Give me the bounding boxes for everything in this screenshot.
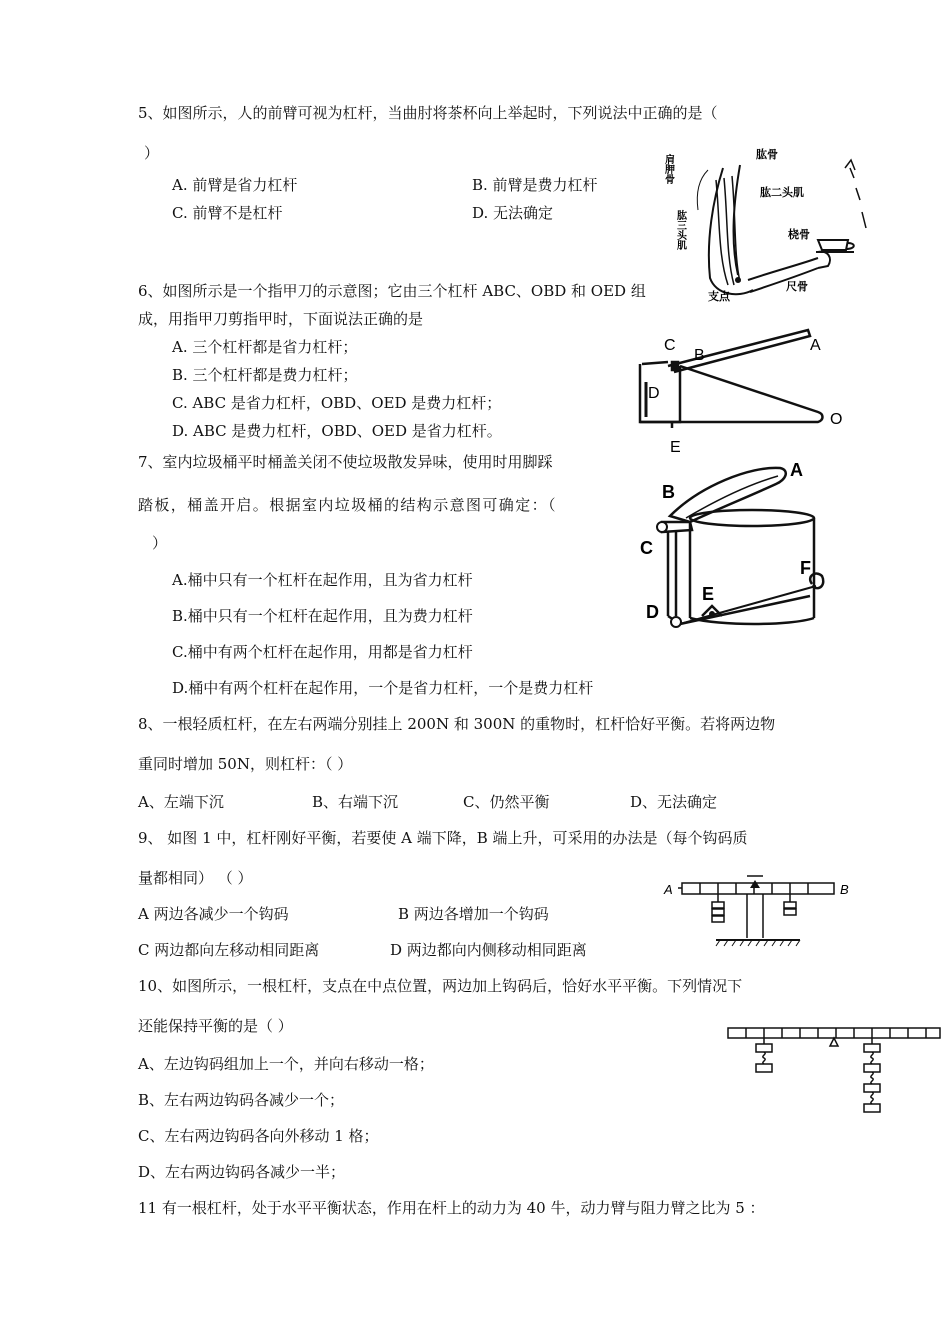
q7-label-d: D: [646, 602, 659, 622]
q10-option-c: C、左右两边钩码各向外移动 1 格；: [138, 1127, 379, 1145]
q9-stem-line1: 9、 如图 1 中，杠杆刚好平衡，若要使 A 端下降，B 端上升，可采用的办法是（每个钩码质: [138, 829, 748, 847]
q5-option-d: D. 无法确定: [472, 204, 554, 222]
q6-nail-clipper-figure: [628, 322, 848, 460]
q6-label-o: O: [830, 411, 843, 428]
q5-label-fulcrum: 支点: [708, 291, 730, 303]
q10-lever-figure: [726, 1024, 942, 1120]
q9-option-a: A 两边各减少一个钩码: [138, 905, 289, 923]
q5-option-b: B. 前臂是费力杠杆: [472, 176, 598, 194]
q6-stem-line1: 6、如图所示是一个指甲刀的示意图；它由三个杠杆 ABC、OBD 和 OED 组: [138, 282, 646, 300]
q5-paren-close: ）: [144, 144, 160, 162]
q6-option-b: B. 三个杠杆都是费力杠杆；: [172, 366, 358, 384]
q6-label-b: B: [694, 347, 705, 364]
q6-option-d: D. ABC 是费力杠杆，OBD、OED 是省力杠杆。: [172, 422, 502, 440]
q7-stem-line2: 踏板，桶盖开启。根据室内垃圾桶的结构示意图可确定：（: [138, 496, 557, 514]
q6-option-a: A. 三个杠杆都是省力杠杆；: [172, 338, 358, 356]
q9-label-b: B: [840, 882, 849, 897]
q8-stem-line1: 8、一根轻质杠杆，在左右两端分别挂上 200N 和 300N 的重物时，杠杆恰好平衡。若将两边物: [138, 715, 776, 733]
q9-option-d: D 两边都向内侧移动相同距离: [390, 941, 587, 959]
q7-label-e: E: [702, 584, 715, 604]
q5-option-a: A. 前臂是省力杠杆: [172, 176, 298, 194]
q7-label-f: F: [800, 558, 811, 578]
q5-label-ulna: 尺骨: [786, 281, 808, 293]
q8-option-d: D、无法确定: [630, 793, 718, 811]
q7-label-b: B: [662, 482, 675, 502]
q6-label-e: E: [670, 439, 681, 456]
q7-option-c: C.桶中有两个杠杆在起作用，用都是省力杠杆: [172, 643, 473, 661]
q11-stem-line1: 11 有一根杠杆，处于水平平衡状态，作用在杆上的动力为 40 牛，动力臂与阻力臂之比为 5 ：: [138, 1199, 765, 1217]
q6-option-c: C. ABC 是省力杠杆，OBD、OED 是费力杠杆；: [172, 394, 502, 412]
q9-option-b: B 两边各增加一个钩码: [398, 905, 549, 923]
q5-forearm-figure: [662, 140, 878, 305]
q5-label-shoulder: 肩胛骨: [662, 154, 674, 184]
q7-label-c: C: [640, 538, 653, 558]
q9-option-c: C 两边都向左移动相同距离: [138, 941, 320, 959]
q5-stem: 5、如图所示，人的前臂可视为杠杆，当曲肘将茶杯向上举起时，下列说法中正确的是（: [138, 104, 718, 122]
q7-label-a: A: [790, 460, 803, 480]
q6-label-c: C: [664, 337, 676, 354]
q6-label-a: A: [810, 337, 821, 354]
q10-option-a: A、左边钩码组加上一个，并向右移动一格；: [138, 1055, 434, 1073]
q5-label-humerus: 肱骨: [756, 149, 778, 161]
q7-stem-line1: 7、室内垃圾桶平时桶盖关闭不使垃圾散发异味，使用时用脚踩: [138, 453, 553, 471]
q5-label-biceps: 肱二头肌: [760, 187, 804, 199]
q8-stem-line2: 重同时增加 50N，则杠杆：（ ）: [138, 755, 353, 773]
q7-paren-close: ）: [152, 534, 168, 552]
q10-stem-line2: 还能保持平衡的是（ ）: [138, 1017, 293, 1035]
q5-option-c: C. 前臂不是杠杆: [172, 204, 283, 222]
q8-option-b: B、右端下沉: [312, 793, 399, 811]
q8-option-a: A、左端下沉: [138, 793, 224, 811]
q6-label-d: D: [648, 385, 660, 402]
q8-option-c: C、仍然平衡: [463, 793, 550, 811]
q9-stem-line2: 量都相同） （ ）: [138, 869, 253, 887]
q9-label-a: A: [664, 882, 673, 897]
q5-label-triceps: 肱三头肌: [674, 210, 686, 250]
q7-trash-bin-figure: [640, 456, 830, 636]
q7-option-d: D.桶中有两个杠杆在起作用，一个是省力杠杆，一个是费力杠杆: [172, 679, 594, 697]
q9-lever-figure: [664, 866, 854, 956]
q7-option-b: B.桶中只有一个杠杆在起作用，且为费力杠杆: [172, 607, 473, 625]
q10-option-b: B、左右两边钩码各减少一个；: [138, 1091, 345, 1109]
q10-stem-line1: 10、如图所示，一根杠杆，支点在中点位置，两边加上钩码后，恰好水平平衡。下列情况下: [138, 977, 743, 995]
q7-option-a: A.桶中只有一个杠杆在起作用，且为省力杠杆: [172, 571, 473, 589]
q6-stem-line2: 成，用指甲刀剪指甲时，下面说法正确的是: [138, 310, 424, 328]
q10-option-d: D、左右两边钩码各减少一半；: [138, 1163, 346, 1181]
q5-label-radius: 桡骨: [788, 229, 810, 241]
